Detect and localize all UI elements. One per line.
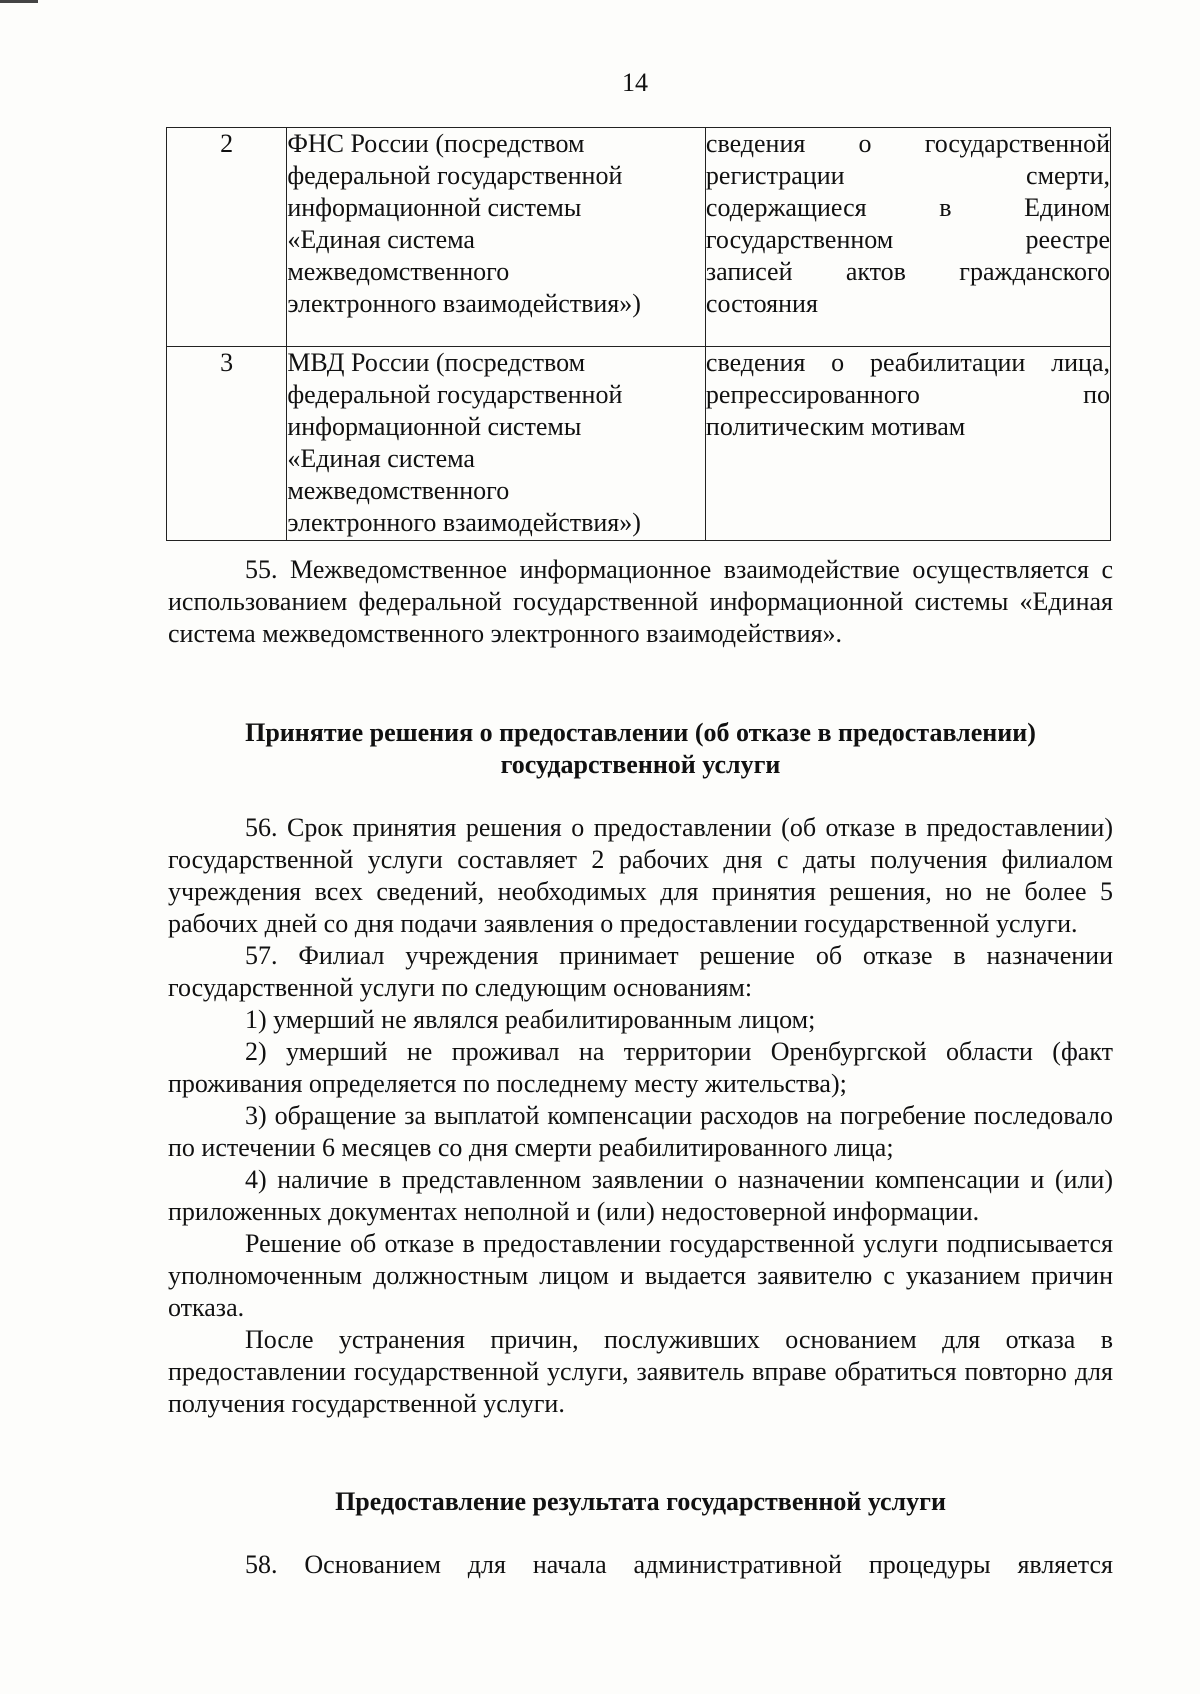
info-line: сведения о реабилитации лица, — [705, 348, 1110, 377]
heading-line: государственной услуги — [500, 750, 781, 779]
agency-line: межведомственного — [287, 476, 510, 505]
info-line: политическим мотивам — [705, 412, 966, 441]
info-line: государственном реестре — [705, 225, 1110, 254]
paragraph-after-elimination: После устранения причин, послуживших основанием для отказа в предоставлении государственной услуги, заявитель вправе обратиться повторно для получения государственной услуги. — [168, 1325, 1113, 1418]
agency-line: федеральной государственной — [287, 380, 623, 409]
heading-line: Предоставление результата государственной услуги — [335, 1487, 946, 1516]
info-line: репрессированного по — [705, 380, 1110, 409]
info-line: регистрации смерти, — [705, 161, 1110, 190]
info-line: состояния — [705, 289, 818, 318]
table-row — [167, 128, 1111, 347]
agency-line: «Единая система — [287, 225, 475, 254]
list-item: 3) обращение за выплатой компенсации расходов на погребение последовало по истечении 6 месяцев со дня смерти реабилитированного лица; — [168, 1101, 1113, 1162]
page-number: 14 — [622, 68, 648, 97]
paragraph-56: 56. Срок принятия решения о предоставлении (об отказе в предоставлении) государственной услуги составляет 2 рабочих дня с даты получения филиалом учреждения всех сведений, необходимых для принятия решения, но не более 5 рабочих дней со дня подачи заявления о предоставлении государственной услуги. — [168, 813, 1113, 938]
paragraph-57: 57. Филиал учреждения принимает решение об отказе в назначении государственной услуги по следующим основаниям: — [168, 941, 1113, 1002]
info-line: сведения о государственной — [705, 129, 1110, 158]
row-number: 3 — [167, 347, 287, 541]
row-number: 2 — [167, 128, 287, 347]
agency-line: электронного взаимодействия») — [287, 289, 641, 318]
section-56-57 — [168, 812, 1113, 1420]
scan-edge-mark — [0, 0, 38, 3]
agency-line: МВД России (посредством — [287, 348, 586, 377]
agency-cell — [287, 347, 706, 541]
paragraph-55: 55. Межведомственное информационное взаимодействие осуществляется с использованием федеральной государственной информационной системы «Единая система межведомственного электронного взаимодействия». — [168, 555, 1113, 648]
agency-line: информационной системы — [287, 193, 582, 222]
table-row — [167, 347, 1111, 541]
agencies-table — [166, 127, 1111, 541]
agency-cell — [287, 128, 706, 347]
info-cell — [705, 347, 1110, 541]
info-line: содержащиеся в Едином — [705, 193, 1110, 222]
agency-line: межведомственного — [287, 257, 510, 286]
agency-line: федеральной государственной — [287, 161, 623, 190]
section-58 — [168, 1549, 1113, 1581]
agency-line: информационной системы — [287, 412, 582, 441]
list-item: 1) умерший не являлся реабилитированным лицом; — [245, 1005, 816, 1034]
section-heading-decision — [168, 717, 1113, 781]
info-line: записей актов гражданского — [705, 257, 1110, 286]
agency-line: электронного взаимодействия») — [287, 508, 641, 537]
heading-line: Принятие решения о предоставлении (об отказе в предоставлении) — [245, 718, 1036, 747]
section-heading-result — [168, 1486, 1113, 1518]
list-item: 4) наличие в представленном заявлении о назначении компенсации и (или) приложенных документах неполной и (или) недостоверной информации. — [168, 1165, 1113, 1226]
info-cell — [705, 128, 1110, 347]
paragraph-58: 58. Основанием для начала административной процедуры является — [245, 1550, 1113, 1579]
paragraph-decision: Решение об отказе в предоставлении государственной услуги подписывается уполномоченным должностным лицом и выдается заявителю с указанием причин отказа. — [168, 1229, 1113, 1322]
agency-line: «Единая система — [287, 444, 475, 473]
section-55 — [168, 554, 1113, 650]
list-item: 2) умерший не проживал на территории Оренбургской области (факт проживания определяется по последнему месту жительства); — [168, 1037, 1113, 1098]
agency-line: ФНС России (посредством — [287, 129, 585, 158]
